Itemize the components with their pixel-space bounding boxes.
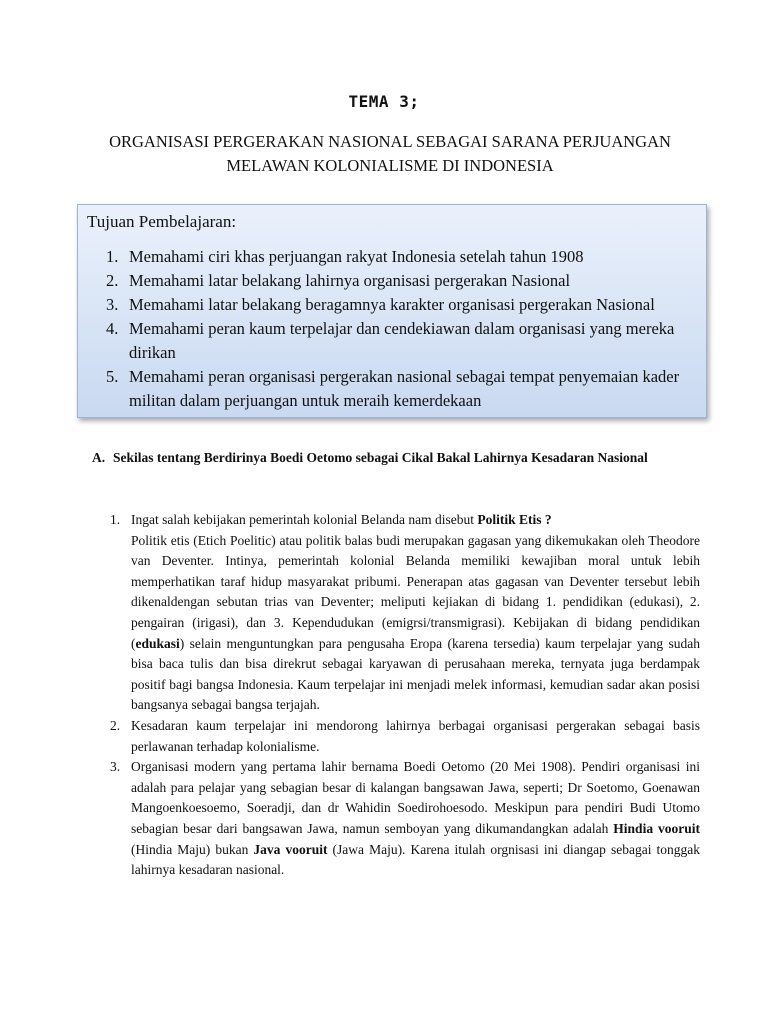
section-a-heading [92,448,692,468]
item-lead-bold: Politik Etis ? [477,512,552,527]
item-text-continued: (Hindia Maju) bukan [131,841,249,857]
list-item-number: 2. [110,717,121,733]
objective-item [106,365,701,413]
objective-text: Memahami peran organisasi pergerakan nasional sebagai tempat penyemaian kader militan dalam perjuangan untuk meraih kemerdekaan [129,367,680,410]
page-title-line-2: MELAWAN KOLONIALISME DI INDONESIA [226,156,554,175]
motto-hindia-vooruit: Hindia vooruit [613,820,700,836]
section-letter: A. [92,450,106,465]
objective-text: Memahami ciri khas perjuangan rakyat Indonesia setelah tahun 1908 [129,247,584,266]
motto-java-vooruit: Java vooruit [253,841,328,857]
page-title [60,130,720,178]
objectives-heading: Tujuan Pembelajaran: [87,212,237,231]
learning-objectives-box [77,204,707,418]
objective-number: 2. [106,271,119,290]
item-body-bold: edukasi [135,635,180,651]
item-body-text: Politik etis (Etich Poelitic) atau politik balas budi merupakan gagasan yang dikemukakan oleh Theodore van Deventer. Intinya, pemerintah kolonial Belanda memiliki kewajiban moral untuk lebih memperhatikan taraf hidup masyarakat pribumi. Penerapan atas gagasan van Deventer tersebut lebih dikenaldengan sebutan trias van Deventer; meliputi kejiakan di bidang 1. pendidikan (edukasi), 2. pengairan (irigasi), dan 3. Kependudukan (emigrsi/transmigrasi). Kebijakan di bidang pendidikan ( [131,532,700,651]
item-lead-text: Ingat salah kebijakan pemerintah kolonial Belanda nam disebut [131,512,475,527]
list-item [110,757,700,881]
objective-number: 3. [106,295,119,314]
objective-item [106,269,701,293]
objective-item [106,317,701,365]
item-text-end: (Jawa Maju). Karena itulah orgnisasi ini diangap sebagai tonggak lahirnya kesadaran nasional. [131,841,701,878]
objective-text: Memahami latar belakang lahirnya organisasi pergerakan Nasional [129,271,571,290]
objective-item [106,245,701,269]
objective-number: 5. [106,367,119,386]
item-text: Organisasi modern yang pertama lahir bernama Boedi Oetomo (20 Mei 1908). Pendiri organisasi ini adalah para pelajar yang sebagian besar di kalangan bangsawan Jawa, seperti; Dr Soetomo, Goenawan Mangoenkoesoemo, Soeradji, dan dr Wahidin Soedirohoesodo. Meskipun para pendiri Budi Utomo sebagian besar dari bangsawan Jawa, namun semboyan yang dikumandangkan adalah [131,759,700,836]
list-item [110,510,700,716]
objectives-list [106,245,701,413]
section-a-list [110,510,700,881]
list-item-number: 1. [110,512,121,527]
section-heading-text: Sekilas tentang Berdirinya Boedi Oetomo sebagai Cikal Bakal Lahirnya Kesadaran Nasional [113,450,648,465]
objective-text: Memahami peran kaum terpelajar dan cendekiawan dalam organisasi yang mereka dirikan [129,319,675,362]
page-title-line-1: ORGANISASI PERGERAKAN NASIONAL SEBAGAI SARANA PERJUANGAN [109,132,671,151]
objective-number: 1. [106,247,119,266]
item-text: Kesadaran kaum terpelajar ini mendorong lahirnya berbagai organisasi pergerakan sebagai basis perlawanan terhadap kolonialisme. [131,717,700,754]
objective-item [106,293,701,317]
item-body-text-continued: ) selain menguntungkan para pengusaha Eropa (karena tersedia) kaum terpelajar yang sudah bisa baca tulis dan bisa direkrut sebagai karyawan di perusahaan mereka, ternyata juga berdampak positif bagi bangsa Indonesia. Kaum terpelajar ini menjadi melek informasi, kemudian sadar akan posisi bangsanya sebagai bangsa terjajah. [131,635,700,713]
list-item-number: 3. [110,759,121,775]
list-item [110,716,700,757]
objective-text: Memahami latar belakang beragamnya karakter organisasi pergerakan Nasional [129,295,655,314]
objective-number: 4. [106,319,119,338]
theme-label: TEMA 3; [348,92,420,111]
